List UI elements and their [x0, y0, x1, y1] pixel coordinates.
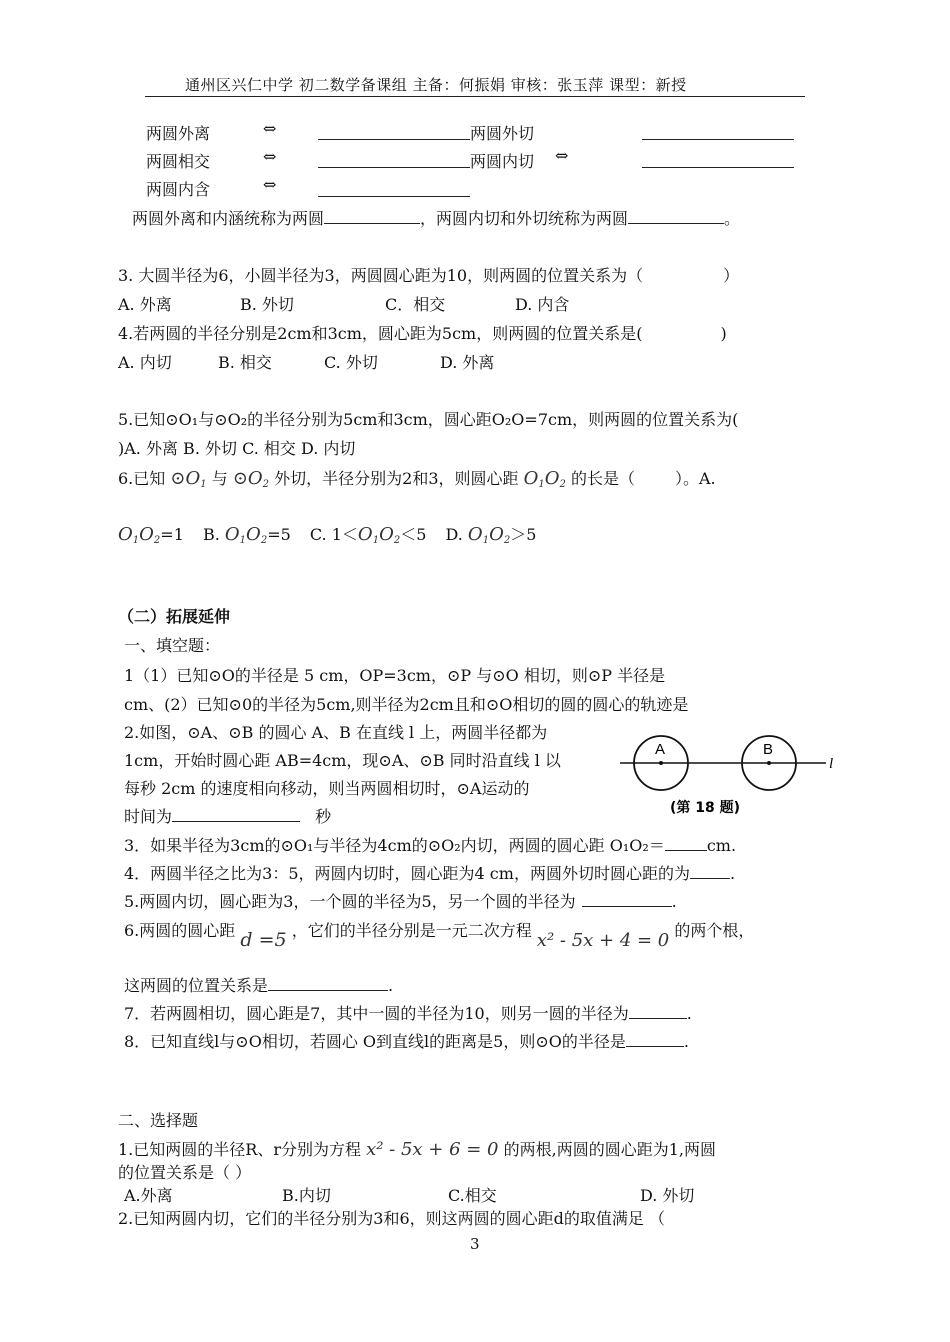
- choice-q1-option-c[interactable]: C.相交: [448, 1186, 497, 1205]
- fill-q8: 8．已知直线l与⊙O相切，若圆心 O到直线l的距离是5，则⊙O的半径是 .: [124, 1032, 689, 1051]
- choice-q1-option-a[interactable]: A.外离: [124, 1186, 173, 1205]
- equiv-arrow: ⇔: [263, 119, 277, 138]
- fill-title: 一、填空题：: [124, 636, 221, 655]
- figure-caption: (第 18 题): [670, 800, 741, 816]
- relation-separate: 两圆外离: [146, 124, 211, 143]
- center-a: [659, 761, 663, 765]
- answer-blank[interactable]: [172, 820, 300, 822]
- q3-stem: 3. 大圆半径为6，小圆半径为3，两圆圆心距为10，则两圆的位置关系为（ ）: [118, 266, 740, 285]
- q3-option-b[interactable]: B. 外切: [240, 295, 294, 314]
- fill-q2-line2: 1cm，开始时圆心距 AB=4cm，现⊙A、⊙B 同时沿直线 l 以: [124, 751, 561, 770]
- page-number: 3: [470, 1235, 480, 1253]
- circle-o2: $⊙O_2$: [232, 468, 270, 490]
- circle-o1: $⊙O_1$: [170, 468, 207, 490]
- answer-blank[interactable]: [324, 222, 420, 224]
- answer-blank[interactable]: [642, 138, 794, 140]
- q5-line2: )A. 外离 B. 外切 C. 相交 D. 内切: [118, 439, 356, 458]
- choice-q1-line1: 1.已知两圆的半径R、r分别为方程 x² - 5x + 6 = 0 的两根,两圆的圆心距为1,两圆: [118, 1139, 716, 1160]
- label-a: A: [655, 741, 666, 758]
- relation-ext-tangent: 两圆外切: [470, 124, 535, 143]
- fill-q7: 7．若两圆相切，圆心距是7，其中一圆的半径为10，则另一圆的半径为 .: [124, 1004, 692, 1023]
- summary-part-b: ，两圆内切和外切统称为两圆: [420, 209, 629, 228]
- equation-quadratic-1: x² - 5x + 4 = 0: [536, 930, 670, 951]
- q5-line1: 5.已知⊙O₁与⊙O₂的半径分别为5cm和3cm，圆心距O₂O=7cm，则两圆的位置关系为(: [118, 410, 739, 429]
- distance-o1o2: $O_1O_2$: [523, 468, 566, 490]
- q4-option-d[interactable]: D. 外离: [440, 353, 495, 372]
- equation-d: d =5: [240, 929, 287, 951]
- equiv-arrow: ⇔: [263, 175, 277, 194]
- page-header: 通州区兴仁中学 初二数学备课组 主备：何振娟 审核：张玉萍 课型：新授: [185, 76, 687, 94]
- fill-q6-line1: 6.两圆的圆心距 d =5 ，它们的半径分别是一元二次方程 x² - 5x + 4 = 0 的两个根，: [124, 921, 755, 951]
- q4-option-a[interactable]: A. 内切: [118, 353, 172, 372]
- fill-q2-line3: 每秒 2cm 的速度相向移动，则当两圆相切时，⊙A运动的: [124, 779, 530, 798]
- section-title: （二）拓展延伸: [118, 607, 231, 626]
- summary-part-a: 两圆外离和内涵统称为两圆: [132, 209, 325, 228]
- fill-q2-line4: 时间为 秒: [124, 807, 332, 826]
- q6-option-b[interactable]: $O_1O_2$: [224, 524, 268, 546]
- equiv-arrow: ⇔: [263, 147, 277, 166]
- q4-option-c[interactable]: C. 外切: [324, 353, 378, 372]
- answer-blank[interactable]: [665, 849, 707, 851]
- q6-line1: 6.已知 $⊙O_1$ 与 $⊙O_2$ 外切，半径分别为2和3，则圆心距 $O_1O_2$ 的长是（ ）。A.: [118, 468, 716, 490]
- answer-blank[interactable]: [318, 195, 470, 197]
- equiv-arrow: ⇔: [555, 146, 569, 165]
- fill-q1-line2: cm、(2）已知⊙0的半径为5cm,则半径为2cm且和⊙O相切的圆的圆心的轨迹是: [124, 695, 689, 714]
- fill-q6-line2: 这两圆的位置关系是 .: [124, 976, 394, 995]
- relation-contain: 两圆内含: [146, 180, 211, 199]
- fill-q2-line1: 2.如图，⊙A、⊙B 的圆心 A、B 在直线 l 上，两圆半径都为: [124, 723, 548, 742]
- fill-q4: 4．两圆半径之比为3：5，两圆内切时，圆心距为4 cm，两圆外切时圆心距的为 .: [124, 864, 736, 883]
- label-b: B: [763, 741, 774, 758]
- answer-blank[interactable]: [629, 1017, 687, 1019]
- choice-title: 二、选择题: [118, 1111, 199, 1130]
- fill-q5: 5.两圆内切，圆心距为3，一个圆的半径为5，另一个圆的半径为 .: [124, 892, 677, 911]
- relation-intersect: 两圆相交: [146, 152, 211, 171]
- fill-q1-line1: 1（1）已知⊙O的半径是 5 cm，OP=3cm，⊙P 与⊙O 相切，则⊙P 半径是: [124, 666, 666, 685]
- q6-option-d[interactable]: $O_1O_2$: [467, 524, 511, 546]
- q6-option-c[interactable]: $O_1O_2$: [357, 524, 401, 546]
- q4-option-b[interactable]: B. 相交: [218, 353, 272, 372]
- center-b: [767, 761, 771, 765]
- answer-blank[interactable]: [690, 877, 730, 879]
- answer-blank[interactable]: [268, 989, 388, 991]
- answer-blank[interactable]: [582, 905, 672, 907]
- answer-blank[interactable]: [318, 166, 470, 168]
- equation-quadratic-2: x² - 5x + 6 = 0: [366, 1139, 499, 1160]
- q4-stem: 4.若两圆的半径分别是2cm和3cm，圆心距为5cm，则两圆的位置关系是( ): [118, 324, 727, 343]
- q6-option-a[interactable]: $O_1O_2$: [118, 524, 161, 546]
- q6-options: $O_1O_2=1$ B. $O_1O_2=5$ C. $1<O_1O_2<5$ D. $O_1O_2>5$: [118, 524, 537, 546]
- label-l: l: [829, 756, 834, 772]
- q3-option-d[interactable]: D. 内含: [515, 295, 570, 314]
- choice-q1-option-b[interactable]: B.内切: [282, 1186, 331, 1205]
- summary-end: 。: [724, 209, 741, 228]
- answer-blank[interactable]: [318, 138, 470, 140]
- q3-option-c[interactable]: C．相交: [385, 295, 446, 314]
- answer-blank[interactable]: [626, 1045, 684, 1047]
- choice-q1-line2: 的位置关系是（ ）: [118, 1163, 252, 1182]
- fill-q3: 3．如果半径为3cm的⊙O₁与半径为4cm的⊙O₂内切，两圆的圆心距 O₁O₂＝ cm.: [124, 836, 737, 855]
- choice-q2: 2.已知两圆内切，它们的半径分别为3和6，则这两圆的圆心距d的取值满足 （: [118, 1209, 665, 1228]
- choice-q1-option-d[interactable]: D. 外切: [640, 1186, 695, 1205]
- q3-option-a[interactable]: A. 外离: [118, 295, 172, 314]
- header-rule: [145, 96, 805, 97]
- relation-summary: [132, 206, 740, 229]
- answer-blank[interactable]: [642, 166, 794, 168]
- relation-int-tangent: 两圆内切: [470, 152, 535, 171]
- figure-two-circles: [618, 722, 848, 822]
- answer-blank[interactable]: [628, 222, 724, 224]
